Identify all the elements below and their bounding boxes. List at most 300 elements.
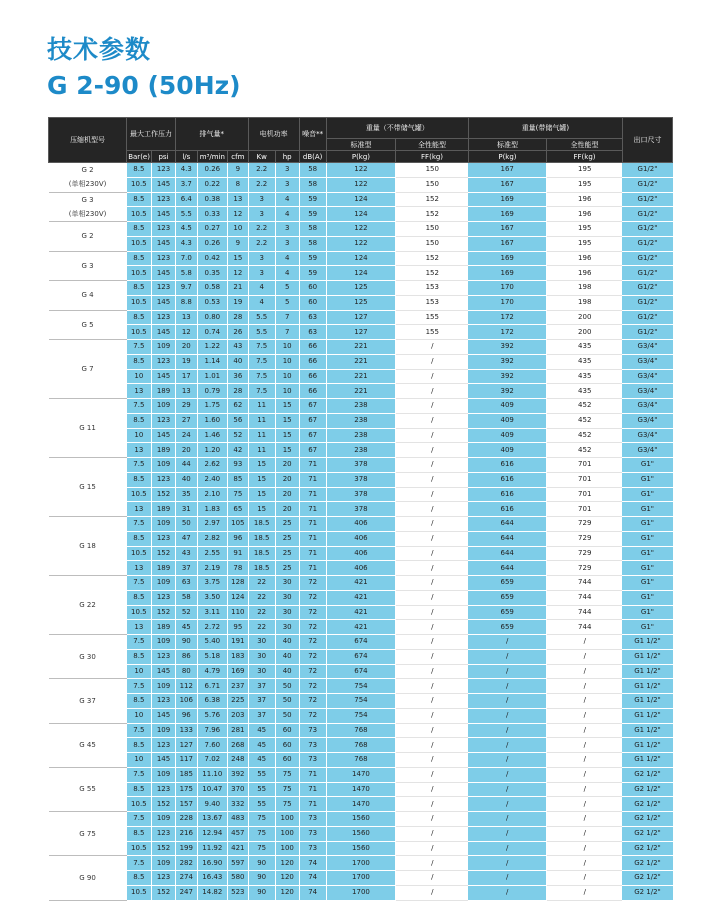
table-row (49, 443, 673, 458)
pressure-psi-cell: 123 (152, 694, 176, 709)
pressure-psi-cell: 123 (152, 738, 176, 753)
weight-tank-std-cell: 409 (468, 428, 546, 443)
weight-tank-ff-cell: 701 (547, 472, 623, 487)
weight-tank-ff-cell: 701 (547, 458, 623, 473)
table-row (49, 620, 673, 635)
table-row (49, 295, 673, 310)
pressure-bar-cell: 8.5 (127, 871, 152, 886)
noise-dba-cell: 66 (299, 369, 326, 384)
motor-hp-cell: 120 (275, 856, 299, 871)
noise-dba-cell: 72 (299, 576, 326, 591)
weight-tank-std-cell: 170 (468, 295, 546, 310)
noise-dba-cell: 60 (299, 295, 326, 310)
pressure-psi-cell: 145 (152, 236, 176, 251)
weight-std-cell: 421 (326, 605, 395, 620)
weight-tank-ff-cell: 196 (547, 207, 623, 222)
table-row (49, 266, 673, 281)
weight-std-cell: 221 (326, 369, 395, 384)
fad-m3min-cell: 4.79 (197, 664, 227, 679)
table-row (49, 871, 673, 886)
weight-std-cell: 127 (326, 325, 395, 340)
noise-dba-cell: 71 (299, 472, 326, 487)
header-outlet: 出口尺寸 (622, 118, 672, 163)
fad-cfm-cell: 12 (228, 207, 249, 222)
table-row (49, 413, 673, 428)
weight-tank-ff-cell: 452 (547, 413, 623, 428)
table-row (49, 738, 673, 753)
weight-ff-cell: / (396, 399, 469, 414)
weight-tank-ff-cell: 744 (547, 605, 623, 620)
weight-tank-std-cell: 392 (468, 384, 546, 399)
pressure-bar-cell: 13 (127, 502, 152, 517)
table-row (49, 723, 673, 738)
fad-m3min-cell: 1.14 (197, 354, 227, 369)
weight-ff-cell: / (396, 649, 469, 664)
weight-ff-cell: / (396, 826, 469, 841)
model-cell: G 5 (49, 310, 127, 340)
model-cell: G 15 (49, 458, 127, 517)
outlet-size-cell: G1/2" (622, 236, 672, 251)
motor-kw-cell: 11 (248, 428, 275, 443)
fad-ls-cell: 274 (175, 871, 197, 886)
outlet-size-cell: G2 1/2" (622, 871, 672, 886)
pressure-bar-cell: 7.5 (127, 767, 152, 782)
fad-ls-cell: 12 (175, 325, 197, 340)
fad-cfm-cell: 9 (228, 236, 249, 251)
weight-tank-ff-cell: 435 (547, 340, 623, 355)
unit-ffkg: FF(kg) (547, 151, 623, 163)
weight-ff-cell: / (396, 782, 469, 797)
weight-tank-ff-cell: / (547, 767, 623, 782)
pressure-psi-cell: 123 (152, 354, 176, 369)
table-body (49, 163, 673, 901)
table-row (49, 502, 673, 517)
weight-tank-ff-cell: 196 (547, 192, 623, 207)
noise-dba-cell: 59 (299, 192, 326, 207)
pressure-psi-cell: 145 (152, 369, 176, 384)
outlet-size-cell: G1/2" (622, 177, 672, 192)
outlet-size-cell: G2 1/2" (622, 856, 672, 871)
weight-tank-std-cell: 659 (468, 590, 546, 605)
weight-tank-ff-cell: / (547, 694, 623, 709)
weight-ff-cell: / (396, 679, 469, 694)
table-row (49, 664, 673, 679)
weight-tank-std-cell: 659 (468, 605, 546, 620)
fad-cfm-cell: 75 (228, 487, 249, 502)
fad-ls-cell: 43 (175, 546, 197, 561)
pressure-psi-cell: 123 (152, 413, 176, 428)
outlet-size-cell: G3/4" (622, 384, 672, 399)
weight-std-cell: 238 (326, 413, 395, 428)
motor-kw-cell: 5.5 (248, 325, 275, 340)
weight-tank-std-cell: / (468, 649, 546, 664)
model-cell: G 90 (49, 856, 127, 900)
weight-ff-cell: / (396, 753, 469, 768)
weight-std-cell: 754 (326, 679, 395, 694)
pressure-bar-cell: 10.5 (127, 797, 152, 812)
table-row (49, 177, 673, 192)
fad-m3min-cell: 3.11 (197, 605, 227, 620)
motor-kw-cell: 15 (248, 487, 275, 502)
fad-m3min-cell: 1.46 (197, 428, 227, 443)
table-row (49, 708, 673, 723)
weight-tank-ff-cell: 196 (547, 266, 623, 281)
pressure-bar-cell: 10.5 (127, 605, 152, 620)
weight-std-cell: 125 (326, 295, 395, 310)
pressure-psi-cell: 109 (152, 517, 176, 532)
outlet-size-cell: G1 1/2" (622, 635, 672, 650)
pressure-psi-cell: 109 (152, 458, 176, 473)
motor-kw-cell: 45 (248, 753, 275, 768)
weight-std-cell: 768 (326, 738, 395, 753)
motor-kw-cell: 37 (248, 694, 275, 709)
noise-dba-cell: 72 (299, 605, 326, 620)
noise-dba-cell: 60 (299, 281, 326, 296)
header-max-pressure: 最大工作压力 (127, 118, 176, 151)
motor-hp-cell: 5 (275, 281, 299, 296)
weight-ff-cell: / (396, 340, 469, 355)
motor-kw-cell: 11 (248, 413, 275, 428)
fad-cfm-cell: 237 (228, 679, 249, 694)
unit-pkg: P(kg) (326, 151, 395, 163)
weight-tank-std-cell: 644 (468, 561, 546, 576)
motor-hp-cell: 50 (275, 679, 299, 694)
fad-cfm-cell: 457 (228, 826, 249, 841)
header-weight-tank: 重量(带储气罐) (468, 118, 622, 139)
weight-tank-ff-cell: / (547, 753, 623, 768)
weight-tank-ff-cell: / (547, 826, 623, 841)
fad-ls-cell: 4.3 (175, 163, 197, 178)
table-row (49, 399, 673, 414)
pressure-bar-cell: 10.5 (127, 266, 152, 281)
pressure-psi-cell: 123 (152, 590, 176, 605)
pressure-bar-cell: 7.5 (127, 723, 152, 738)
motor-kw-cell: 2.2 (248, 236, 275, 251)
weight-ff-cell: 152 (396, 192, 469, 207)
weight-tank-ff-cell: 701 (547, 487, 623, 502)
outlet-size-cell: G1" (622, 472, 672, 487)
weight-tank-std-cell: 169 (468, 192, 546, 207)
fad-ls-cell: 31 (175, 502, 197, 517)
fad-cfm-cell: 36 (228, 369, 249, 384)
weight-tank-ff-cell: 701 (547, 502, 623, 517)
weight-std-cell: 1700 (326, 885, 395, 900)
fad-ls-cell: 52 (175, 605, 197, 620)
weight-tank-ff-cell: 452 (547, 428, 623, 443)
fad-ls-cell: 58 (175, 590, 197, 605)
fad-cfm-cell: 191 (228, 635, 249, 650)
pressure-psi-cell: 145 (152, 428, 176, 443)
weight-std-cell: 1560 (326, 841, 395, 856)
weight-ff-cell: / (396, 369, 469, 384)
unit-psi: psi (152, 151, 176, 163)
model-cell: G 4 (49, 281, 127, 311)
table-row (49, 354, 673, 369)
fad-m3min-cell: 14.82 (197, 885, 227, 900)
fad-cfm-cell: 40 (228, 354, 249, 369)
weight-tank-ff-cell: / (547, 841, 623, 856)
pressure-bar-cell: 8.5 (127, 310, 152, 325)
pressure-bar-cell: 10.5 (127, 325, 152, 340)
fad-m3min-cell: 2.40 (197, 472, 227, 487)
weight-tank-std-cell: 616 (468, 502, 546, 517)
motor-kw-cell: 30 (248, 649, 275, 664)
fad-m3min-cell: 5.40 (197, 635, 227, 650)
fad-m3min-cell: 16.90 (197, 856, 227, 871)
pressure-psi-cell: 152 (152, 841, 176, 856)
pressure-bar-cell: 10 (127, 753, 152, 768)
weight-ff-cell: 150 (396, 222, 469, 237)
pressure-psi-cell: 145 (152, 207, 176, 222)
fad-m3min-cell: 0.42 (197, 251, 227, 266)
noise-dba-cell: 66 (299, 384, 326, 399)
outlet-size-cell: G1/2" (622, 192, 672, 207)
weight-tank-std-cell: 644 (468, 517, 546, 532)
fad-cfm-cell: 124 (228, 590, 249, 605)
outlet-size-cell: G1 1/2" (622, 664, 672, 679)
pressure-psi-cell: 145 (152, 295, 176, 310)
pressure-psi-cell: 123 (152, 251, 176, 266)
motor-kw-cell: 11 (248, 399, 275, 414)
outlet-size-cell: G3/4" (622, 428, 672, 443)
pressure-psi-cell: 145 (152, 325, 176, 340)
motor-kw-cell: 30 (248, 635, 275, 650)
motor-hp-cell: 4 (275, 207, 299, 222)
noise-dba-cell: 72 (299, 635, 326, 650)
fad-m3min-cell: 12.94 (197, 826, 227, 841)
fad-cfm-cell: 96 (228, 531, 249, 546)
pressure-bar-cell: 7.5 (127, 812, 152, 827)
model-cell: G 2 (单相230V) (49, 163, 127, 193)
weight-tank-ff-cell: 729 (547, 517, 623, 532)
outlet-size-cell: G1" (622, 502, 672, 517)
weight-tank-ff-cell: / (547, 885, 623, 900)
weight-tank-std-cell: 409 (468, 399, 546, 414)
model-cell: G 7 (49, 340, 127, 399)
motor-hp-cell: 60 (275, 738, 299, 753)
pressure-bar-cell: 8.5 (127, 590, 152, 605)
weight-std-cell: 421 (326, 620, 395, 635)
table-row (49, 605, 673, 620)
pressure-psi-cell: 109 (152, 340, 176, 355)
outlet-size-cell: G1 1/2" (622, 738, 672, 753)
weight-ff-cell: / (396, 590, 469, 605)
noise-dba-cell: 71 (299, 797, 326, 812)
outlet-size-cell: G1 1/2" (622, 679, 672, 694)
fad-ls-cell: 185 (175, 767, 197, 782)
table-row (49, 694, 673, 709)
table-row (49, 635, 673, 650)
motor-kw-cell: 3 (248, 207, 275, 222)
fad-ls-cell: 13 (175, 384, 197, 399)
weight-ff-cell: 155 (396, 310, 469, 325)
weight-ff-cell: / (396, 487, 469, 502)
fad-ls-cell: 86 (175, 649, 197, 664)
fad-m3min-cell: 0.27 (197, 222, 227, 237)
outlet-size-cell: G3/4" (622, 413, 672, 428)
weight-tank-std-cell: 659 (468, 576, 546, 591)
table-row (49, 428, 673, 443)
weight-std-cell: 1470 (326, 782, 395, 797)
noise-dba-cell: 59 (299, 251, 326, 266)
weight-ff-cell: / (396, 576, 469, 591)
motor-kw-cell: 22 (248, 620, 275, 635)
fad-cfm-cell: 10 (228, 222, 249, 237)
weight-std-cell: 378 (326, 487, 395, 502)
weight-tank-ff-cell: / (547, 664, 623, 679)
fad-ls-cell: 63 (175, 576, 197, 591)
fad-ls-cell: 9.7 (175, 281, 197, 296)
weight-ff-cell: 152 (396, 251, 469, 266)
weight-tank-ff-cell: 200 (547, 310, 623, 325)
header-motor: 电机功率 (248, 118, 299, 151)
weight-tank-ff-cell: / (547, 708, 623, 723)
weight-std-cell: 754 (326, 708, 395, 723)
motor-hp-cell: 75 (275, 782, 299, 797)
weight-tank-std-cell: / (468, 708, 546, 723)
weight-tank-ff-cell: 729 (547, 546, 623, 561)
fad-m3min-cell: 2.55 (197, 546, 227, 561)
fad-m3min-cell: 0.22 (197, 177, 227, 192)
fad-ls-cell: 27 (175, 413, 197, 428)
noise-dba-cell: 58 (299, 236, 326, 251)
pressure-bar-cell: 8.5 (127, 826, 152, 841)
fad-ls-cell: 5.5 (175, 207, 197, 222)
weight-std-cell: 221 (326, 354, 395, 369)
weight-ff-cell: / (396, 546, 469, 561)
noise-dba-cell: 72 (299, 649, 326, 664)
table-row (49, 782, 673, 797)
pressure-psi-cell: 152 (152, 487, 176, 502)
noise-dba-cell: 72 (299, 694, 326, 709)
pressure-psi-cell: 109 (152, 767, 176, 782)
fad-m3min-cell: 1.20 (197, 443, 227, 458)
weight-ff-cell: / (396, 708, 469, 723)
motor-hp-cell: 4 (275, 251, 299, 266)
pressure-psi-cell: 152 (152, 797, 176, 812)
noise-dba-cell: 72 (299, 708, 326, 723)
table-row (49, 384, 673, 399)
fad-m3min-cell: 7.96 (197, 723, 227, 738)
weight-std-cell: 124 (326, 266, 395, 281)
pressure-psi-cell: 109 (152, 399, 176, 414)
motor-kw-cell: 37 (248, 708, 275, 723)
noise-dba-cell: 72 (299, 679, 326, 694)
weight-ff-cell: / (396, 871, 469, 886)
weight-std-cell: 421 (326, 576, 395, 591)
weight-std-cell: 124 (326, 207, 395, 222)
weight-tank-std-cell: 409 (468, 443, 546, 458)
motor-hp-cell: 40 (275, 649, 299, 664)
fad-cfm-cell: 56 (228, 413, 249, 428)
fad-ls-cell: 45 (175, 620, 197, 635)
weight-ff-cell: / (396, 443, 469, 458)
pressure-psi-cell: 109 (152, 576, 176, 591)
pressure-psi-cell: 109 (152, 679, 176, 694)
motor-hp-cell: 30 (275, 590, 299, 605)
motor-kw-cell: 7.5 (248, 340, 275, 355)
table-row (49, 222, 673, 237)
motor-hp-cell: 20 (275, 487, 299, 502)
motor-kw-cell: 2.2 (248, 163, 275, 178)
motor-kw-cell: 18.5 (248, 517, 275, 532)
motor-hp-cell: 10 (275, 384, 299, 399)
fad-m3min-cell: 1.01 (197, 369, 227, 384)
weight-ff-cell: / (396, 767, 469, 782)
weight-ff-cell: / (396, 885, 469, 900)
fad-cfm-cell: 15 (228, 251, 249, 266)
motor-kw-cell: 18.5 (248, 546, 275, 561)
weight-tank-std-cell: 616 (468, 472, 546, 487)
motor-hp-cell: 3 (275, 163, 299, 178)
pressure-psi-cell: 189 (152, 502, 176, 517)
weight-ff-cell: / (396, 472, 469, 487)
motor-hp-cell: 3 (275, 222, 299, 237)
weight-tank-std-cell: 169 (468, 207, 546, 222)
weight-ff-cell: / (396, 502, 469, 517)
model-cell: G 37 (49, 679, 127, 723)
outlet-size-cell: G2 1/2" (622, 767, 672, 782)
motor-hp-cell: 3 (275, 236, 299, 251)
noise-dba-cell: 71 (299, 531, 326, 546)
weight-std-cell: 124 (326, 251, 395, 266)
motor-hp-cell: 25 (275, 531, 299, 546)
table-row (49, 885, 673, 900)
fad-cfm-cell: 78 (228, 561, 249, 576)
weight-tank-std-cell: / (468, 723, 546, 738)
pressure-bar-cell: 13 (127, 384, 152, 399)
fad-cfm-cell: 13 (228, 192, 249, 207)
weight-ff-cell: / (396, 517, 469, 532)
fad-ls-cell: 106 (175, 694, 197, 709)
weight-std-cell: 1560 (326, 812, 395, 827)
weight-tank-std-cell: 167 (468, 177, 546, 192)
weight-std-cell: 122 (326, 163, 395, 178)
table-row (49, 207, 673, 222)
weight-tank-ff-cell: / (547, 812, 623, 827)
pressure-psi-cell: 152 (152, 885, 176, 900)
motor-hp-cell: 100 (275, 841, 299, 856)
motor-kw-cell: 4 (248, 281, 275, 296)
table-row (49, 841, 673, 856)
noise-dba-cell: 66 (299, 340, 326, 355)
page-title: 技术参数 (47, 35, 152, 64)
pressure-bar-cell: 8.5 (127, 163, 152, 178)
fad-ls-cell: 24 (175, 428, 197, 443)
noise-dba-cell: 73 (299, 841, 326, 856)
noise-dba-cell: 72 (299, 664, 326, 679)
motor-hp-cell: 10 (275, 369, 299, 384)
fad-m3min-cell: 7.60 (197, 738, 227, 753)
noise-dba-cell: 74 (299, 856, 326, 871)
motor-hp-cell: 20 (275, 458, 299, 473)
table-row (49, 531, 673, 546)
table-row (49, 753, 673, 768)
pressure-bar-cell: 10.5 (127, 885, 152, 900)
fad-cfm-cell: 183 (228, 649, 249, 664)
pressure-psi-cell: 145 (152, 266, 176, 281)
pressure-bar-cell: 10 (127, 369, 152, 384)
fad-ls-cell: 29 (175, 399, 197, 414)
page-subtitle: G 2-90 (50Hz) (47, 71, 241, 100)
weight-ff-cell: / (396, 531, 469, 546)
pressure-bar-cell: 8.5 (127, 738, 152, 753)
outlet-size-cell: G2 1/2" (622, 841, 672, 856)
noise-dba-cell: 59 (299, 266, 326, 281)
weight-ff-cell: / (396, 694, 469, 709)
outlet-size-cell: G1" (622, 561, 672, 576)
fad-m3min-cell: 1.83 (197, 502, 227, 517)
